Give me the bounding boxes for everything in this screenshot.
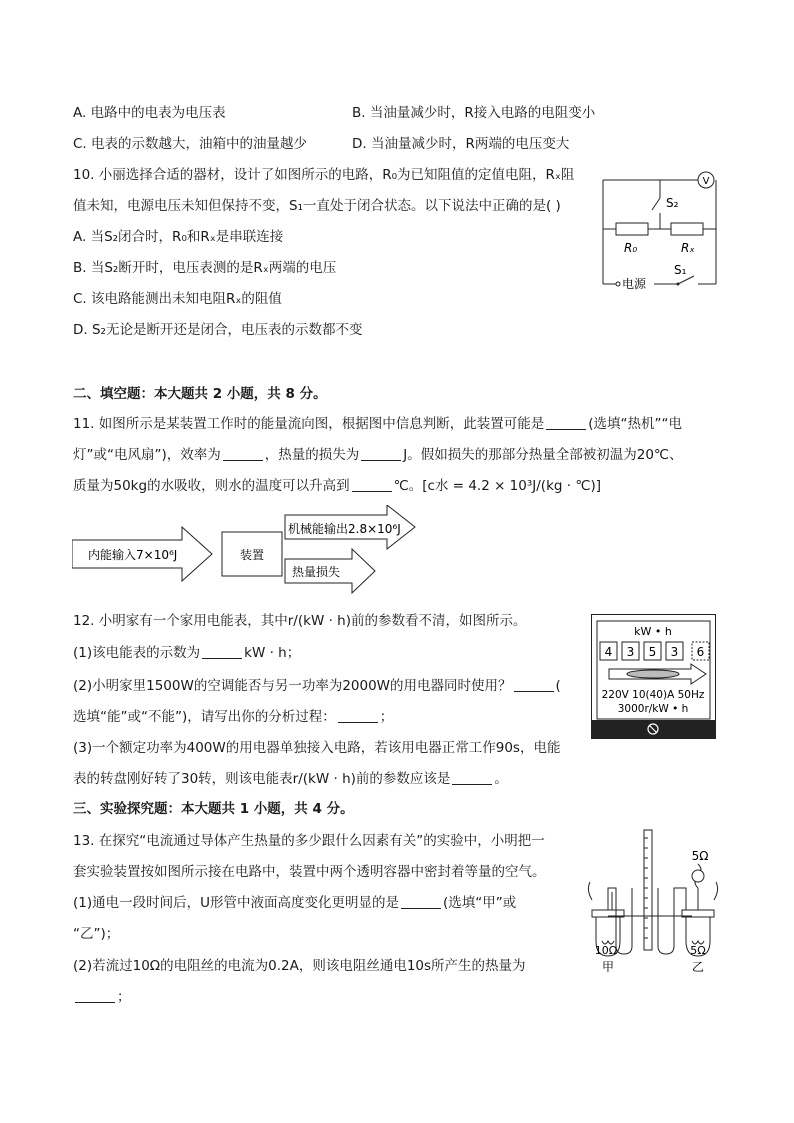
q9-option-a: A. 电路中的电表为电压表	[73, 105, 226, 121]
left-resistor-label: 10Ω	[594, 944, 618, 957]
q13-line1: 13. 在探究“电流通过导体产生热量的多少跟什么因素有关”的实验中，小明把一	[73, 833, 545, 849]
q10-option-c: C. 该电路能测出未知电阻Rₓ的阻值	[73, 291, 282, 307]
section2-heading: 二、填空题：本大题共 2 小题，共 8 分。	[73, 386, 327, 402]
q12-line4: 选填“能”或“不能”)，请写出你的分析过程： ；	[73, 709, 394, 725]
q12-line3: (2)小明家里1500W的空调能否与另一功率为2000W的用电器同时使用？ (	[73, 678, 561, 694]
q12-line5: (3)一个额定功率为400W的用电器单独接入电路，若该用电器正常工作90s，电能	[73, 740, 561, 756]
q10-option-b: B. 当S₂断开时，电压表测的是Rₓ两端的电压	[73, 260, 337, 276]
meter-digit: 6	[696, 645, 705, 659]
q11-line1: 11. 如图所示是某装置工作时的能量流向图，根据图中信息判断，此装置可能是 (选填“热机”“电	[73, 416, 683, 432]
q12-blank-parameter[interactable]	[452, 770, 492, 785]
q13-blank-heat[interactable]	[75, 988, 115, 1003]
energy-input-label: 内能输入7×10⁶J	[88, 548, 178, 562]
q12-blank-reading[interactable]	[202, 644, 242, 659]
q13-line6: ；	[73, 987, 131, 1007]
device-label: 装置	[239, 548, 265, 562]
q13-line5: (2)若流过10Ω的电阻丝的电流为0.2A，则该电阻丝通电10s所产生的热量为	[73, 958, 526, 974]
q11-blank-temperature[interactable]	[352, 477, 392, 492]
mech-output-label: 机械能输出2.8×10⁶J	[288, 522, 401, 536]
q13-line4: “乙”)；	[73, 926, 120, 942]
r0-label: R₀	[624, 241, 638, 255]
power-source-label: 电源	[622, 277, 647, 291]
q9-option-b: B. 当油量减少时，R接入电路的电阻变小	[352, 105, 596, 121]
left-jar-label: 甲	[601, 960, 615, 974]
q12-blank-analysis[interactable]	[338, 708, 378, 723]
q11-blank-heat-loss[interactable]	[361, 446, 401, 461]
q13-line2: 套实验装置按如图所示接在电路中，装置中两个透明容器中密封着等量的空气。	[73, 864, 546, 880]
q10-line2: 值未知，电源电压未知但保持不变，S₁一直处于闭合状态。以下说法中正确的是( )	[73, 198, 561, 214]
q11-line2: 灯”或“电风扇”)，效率为 ，热量的损失为 J。假如损失的那部分热量全部被初温为20℃、	[73, 447, 683, 463]
q10-circuit-figure	[598, 166, 724, 294]
q11-energy-flow-diagram	[72, 505, 422, 597]
voltmeter-label: V	[702, 176, 710, 187]
s1-label: S₁	[674, 263, 687, 277]
q11-blank-device[interactable]	[546, 415, 586, 430]
meter-spec1: 220V 10(40)A 50Hz	[601, 689, 705, 701]
q13-apparatus-figure	[582, 828, 722, 976]
heat-loss-label: 热量损失	[292, 565, 341, 579]
q13-line3: (1)通电一段时间后，U形管中液面高度变化更明显的是 (选填“甲”或	[73, 895, 517, 911]
section3-heading: 三、实验探究题：本大题共 1 小题，共 4 分。	[73, 801, 354, 817]
q9-option-d: D. 当油量减少时，R两端的电压变大	[352, 136, 570, 152]
meter-digit: 3	[626, 645, 635, 659]
meter-spec2: 3000r/kW • h	[617, 703, 689, 715]
meter-disc-icon	[627, 670, 679, 678]
q11-blank-efficiency[interactable]	[223, 446, 263, 461]
q10-option-d: D. S₂无论是断开还是闭合，电压表的示数都不变	[73, 322, 363, 338]
right-resistor-label: 5Ω	[690, 944, 706, 957]
q12-line1: 12. 小明家有一个家用电能表，其中r/(kW · h)前的参数看不清，如图所示。	[73, 613, 527, 629]
meter-unit: kW • h	[634, 625, 672, 638]
q12-blank-can-use[interactable]	[514, 677, 554, 692]
q12-line2: (1)该电能表的示数为 kW · h；	[73, 645, 301, 661]
meter-digit: 3	[670, 645, 679, 659]
q11-line3: 质量为50kg的水吸收，则水的温度可以升高到 ℃。[c水 = 4.2 × 10³J/(kg · ℃)]	[73, 478, 602, 494]
rx-label: Rₓ	[681, 241, 695, 255]
right-jar-label: 乙	[691, 960, 705, 974]
q13-blank-ushape[interactable]	[401, 894, 441, 909]
q10-option-a: A. 当S₂闭合时，R₀和Rₓ是串联连接	[73, 229, 284, 245]
meter-digit: 5	[648, 645, 657, 659]
q9-option-c: C. 电表的示数越大，油箱中的油量越少	[73, 136, 308, 152]
q10-line1: 10. 小丽选择合适的器材，设计了如图所示的电路，R₀为已知阻值的定值电阻，Rₓ阻	[73, 167, 575, 183]
q12-line6: 表的转盘刚好转了30转，则该电能表r/(kW · h)前的参数应该是 。	[73, 771, 508, 787]
top-resistor-label: 5Ω	[691, 849, 709, 863]
s2-label: S₂	[666, 196, 679, 210]
q12-electricity-meter	[591, 614, 717, 740]
meter-digit: 4	[604, 645, 613, 659]
